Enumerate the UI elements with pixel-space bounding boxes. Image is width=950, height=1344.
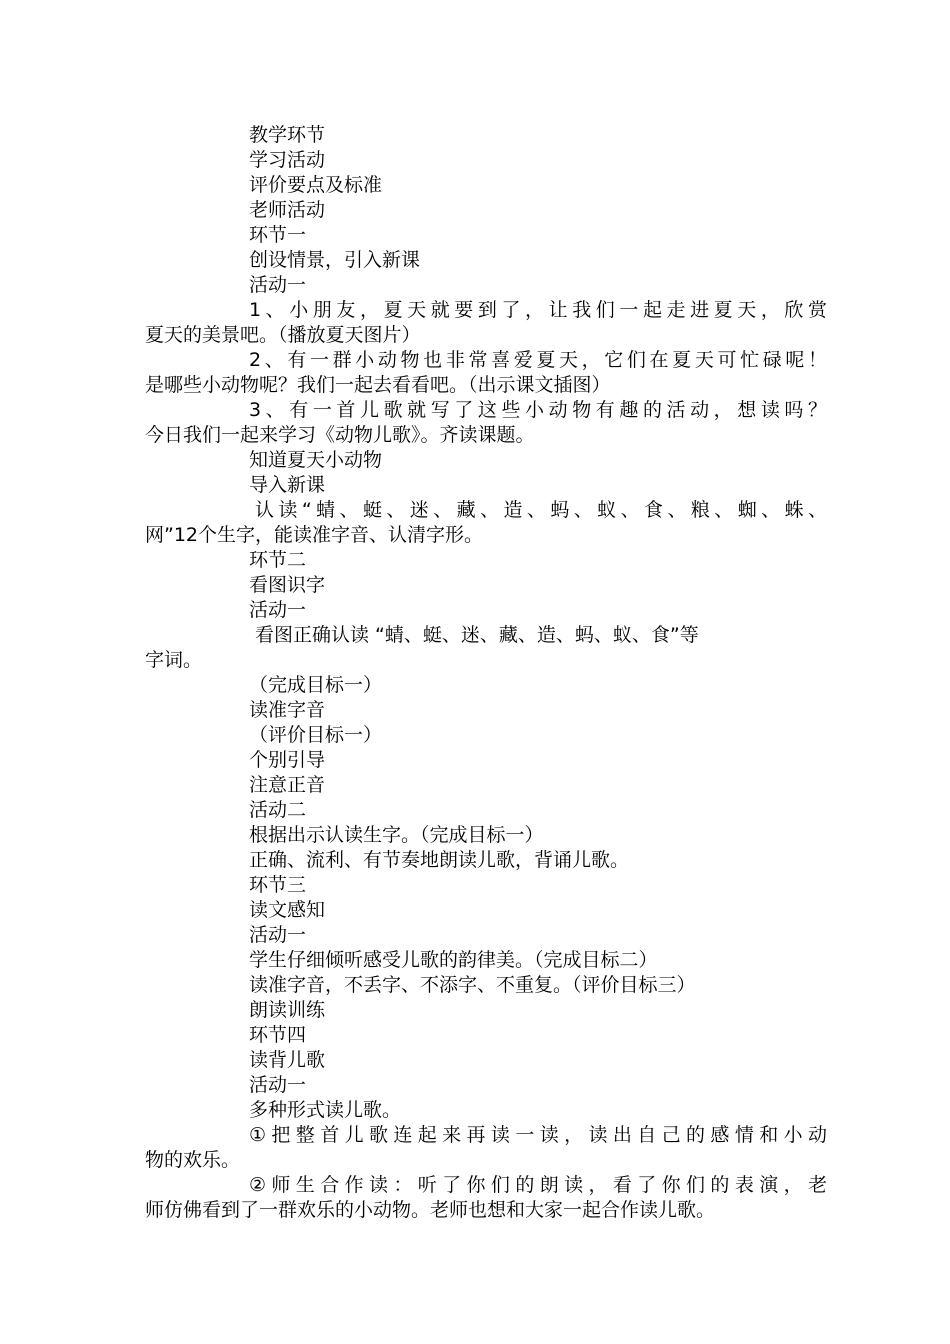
text-line: 师仿佛看到了一群欢乐的小动物。老师也想和大家一起合作读儿歌。: [145, 1199, 716, 1221]
text-line: 活动二: [249, 799, 307, 821]
text-line: 朗读训练: [249, 999, 326, 1021]
text-line: 读背儿歌: [249, 1049, 326, 1071]
text-line: 多种形式读儿歌。: [249, 1099, 402, 1121]
text-line: 是哪些小动物呢？我们一起去看看吧。（出示课文插图）: [145, 374, 611, 396]
text-line: 认读“蜻、蜓、迷、藏、造、蚂、蚁、食、粮、蜘、蛛、: [255, 499, 827, 521]
text-line: 学生仔细倾听感受儿歌的韵律美。（完成目标二）: [249, 949, 658, 971]
text-line: ②师生合作读：听了你们的朗读，看了你们的表演，老: [249, 1174, 827, 1196]
text-line: 活动一: [249, 599, 307, 621]
text-line: 读准字音，不丢字、不添字、不重复。（评价目标三）: [249, 974, 696, 996]
text-line: 个别引导: [249, 749, 326, 771]
text-line: 物的欢乐。: [145, 1149, 241, 1171]
text-line: 1、小朋友，夏天就要到了，让我们一起走进夏天，欣赏: [249, 299, 827, 321]
document-body: [145, 123, 827, 1223]
text-line: 字词。: [145, 649, 203, 671]
text-line: 活动一: [249, 924, 307, 946]
text-line: 今日我们一起来学习《动物儿歌》。齐读课题。: [145, 424, 535, 446]
text-line: 学习活动: [249, 149, 326, 171]
text-line: 老师活动: [249, 199, 326, 221]
text-line: 导入新课: [249, 474, 326, 496]
text-line: 知道夏天小动物: [249, 449, 383, 471]
text-line: 看图识字: [249, 574, 326, 596]
text-line: （完成目标一）: [249, 674, 383, 696]
text-line: ①把整首儿歌连起来再读一读，读出自己的感情和小动: [249, 1124, 827, 1146]
text-line: 读文感知: [249, 899, 326, 921]
text-line: 注意正音: [249, 774, 326, 796]
text-line: 环节一: [249, 224, 307, 246]
text-line: 评价要点及标准: [249, 174, 383, 196]
text-line: 网”12个生字，能读准字音、认清字形。: [145, 524, 484, 546]
text-line: （评价目标一）: [249, 724, 383, 746]
text-line: 环节二: [249, 549, 307, 571]
text-line: 3、有一首儿歌就写了这些小动物有趣的活动，想读吗？: [249, 399, 827, 421]
text-line: 环节四: [249, 1024, 307, 1046]
text-line: 正确、流利、有节奏地朗读儿歌，背诵儿歌。: [249, 849, 630, 871]
text-line: 活动一: [249, 1074, 307, 1096]
text-line: 环节三: [249, 874, 307, 896]
text-line: 读准字音: [249, 699, 326, 721]
text-line: 夏天的美景吧。（播放夏天图片）: [145, 324, 421, 346]
text-line: 活动一: [249, 274, 307, 296]
text-line: 根据出示认读生字。（完成目标一）: [249, 824, 544, 846]
text-line: 教学环节: [249, 124, 326, 146]
text-line: 看图正确认读 “蜻、蜓、迷、藏、造、蚂、蚁、食”等: [255, 624, 699, 646]
text-line: 2、有一群小动物也非常喜爱夏天，它们在夏天可忙碌呢！: [249, 349, 827, 371]
text-line: 创设情景，引入新课: [249, 249, 421, 271]
